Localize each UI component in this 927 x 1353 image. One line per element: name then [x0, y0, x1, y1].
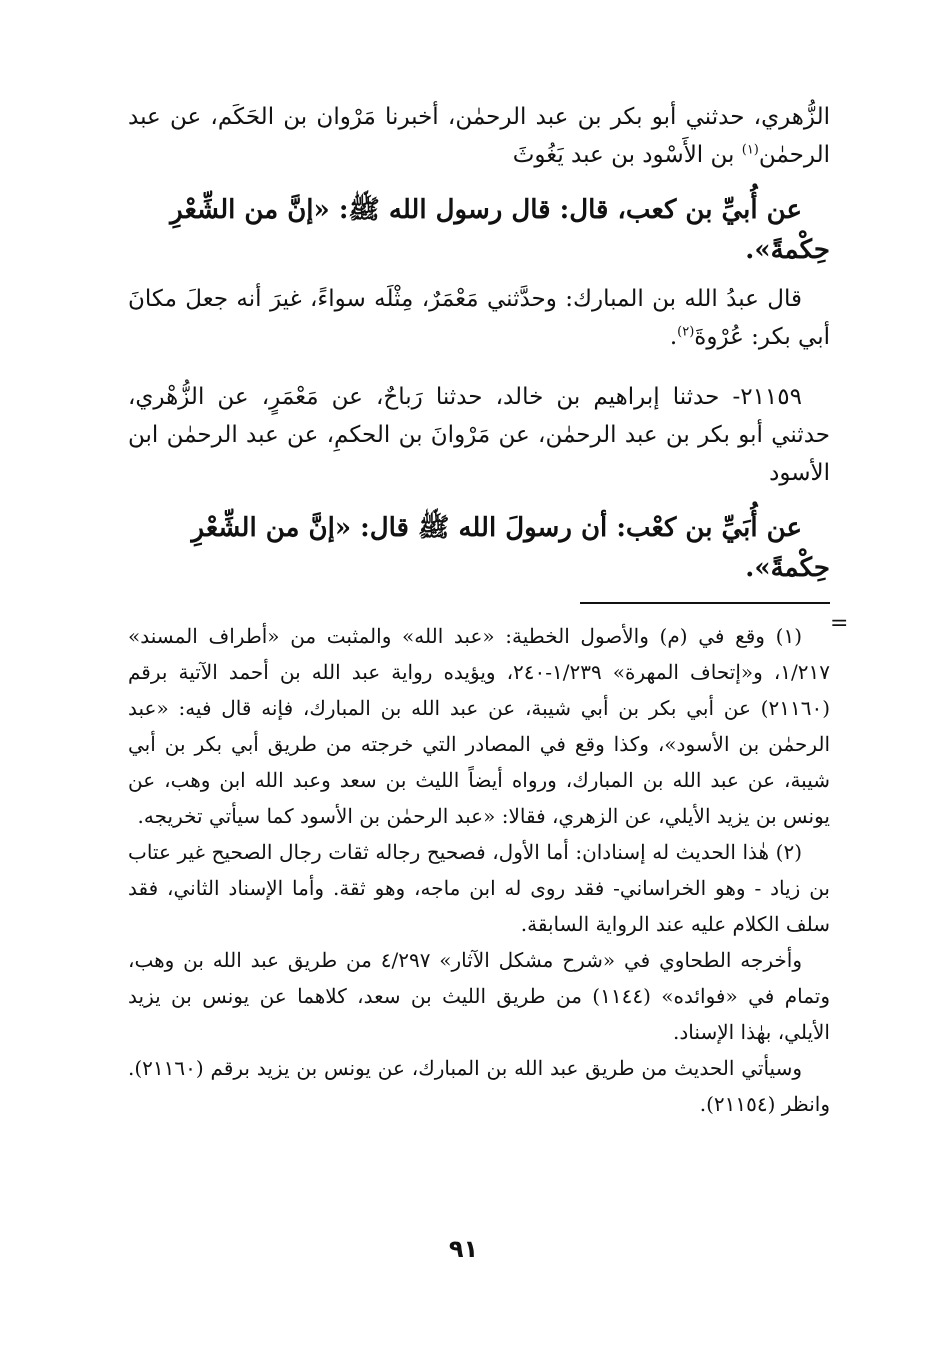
footnote-ref-1[interactable]: (١)	[741, 142, 759, 158]
footnote-2-part-a: (٢) هٰذا الحديث له إسنادان: أما الأول، فصحيح رجاله ثقات رجال الصحيح غير عتاب بن زياد - وهو الخراساني- فقد روى له ابن ماجه، وهو ثقة. وأما الإسناد الثاني، فقد سلف الكلام عليه عند الرواية السابقة.	[128, 840, 830, 936]
narration-note-paragraph	[128, 280, 830, 356]
page-body	[128, 98, 830, 1122]
isnad-paragraph-1	[128, 98, 830, 174]
page-number: ٩١	[448, 1235, 479, 1263]
footnote-continuation-mark: =	[830, 611, 849, 636]
footnote-2-part-c: وسيأتي الحديث من طريق عبد الله بن المبارك، عن يونس بن يزيد برقم (٢١١٦٠). وانظر (٢١١٥٤).	[128, 1056, 830, 1116]
footnote-2-part-b: وأخرجه الطحاوي في «شرح مشكل الآثار» ٤/٢٩٧ من طريق عبد الله بن وهب، وتمام في «فوائده» (١١٤٤) من طريق الليث بن سعد، كلاهما عن يونس بن يزيد الأيلي، بهٰذا الإسناد.	[128, 948, 830, 1044]
footnote-ref-2[interactable]: (٢)	[677, 324, 695, 340]
footnotes-section	[128, 618, 830, 1122]
narration-note-tail: .	[669, 324, 678, 350]
hadith-entry-21159: ٢١١٥٩- حدثنا إبراهيم بن خالد، حدثنا رَباحٌ، عن مَعْمَرٍ، عن الزُّهْري، حدثني أبو بكر بن عبد الرحمٰن، عن مَرْوانَ بن الحكمِ، عن عبد الرحمٰن ابن الأسود	[128, 384, 830, 486]
footnote-1: (١) وقع في (م) والأصول الخطية: «عبد الله» والمثبت من «أطراف المسند» ١/٢١٧، و«إتحاف المهرة» ١/٢٣٩-٢٤٠، ويؤيده رواية عبد الله بن أحمد الآتية برقم (٢١١٦٠) عن أبي بكر بن أبي شيبة، عن عبد الله بن المبارك، فإنه قال فيه: «عبد الرحمٰن بن الأسود»، وكذا وقع في المصادر التي خرجته من طريق أبي بكر بن أبي شيبة، عن عبد الله بن المبارك، ورواه أيضاً الليث بن سعد وعبد الله ابن وهب، عن يونس بن يزيد الأيلي، عن الزهري، فقالا: «عبد الرحمٰن بن الأسود كما سيأتي تخريجه.	[128, 624, 831, 828]
hadith-text-2: عن أُبَيِّ بن كعْب: أن رسولَ الله ﷺ قال: «إنَّ من الشِّعْرِ حِكْمةً».	[191, 513, 830, 583]
footnote-separator-area	[128, 588, 830, 618]
isnad-tail-1: بن الأَسْود بن عبد يَغُوثَ	[512, 142, 742, 168]
isnad-text-1: الزُّهري، حدثني أبو بكر بن عبد الرحمٰن، أخبرنا مَرْوان بن الحَكَم، عن عبد الرحمٰن	[128, 104, 830, 168]
footnote-separator-rule	[580, 602, 830, 604]
narration-note-text: قال عبدُ الله بن المبارك: وحدَّثني مَعْمَرٌ، مِثْلَه سواءً، غيرَ أنه جعلَ مكانَ أبي بكر: عُرْوةَ	[128, 286, 830, 350]
hadith-text-1: عن أُبيِّ بن كعب، قال: قال رسول الله ﷺ: «إنَّ من الشِّعْرِ حِكْمةً».	[170, 195, 830, 265]
